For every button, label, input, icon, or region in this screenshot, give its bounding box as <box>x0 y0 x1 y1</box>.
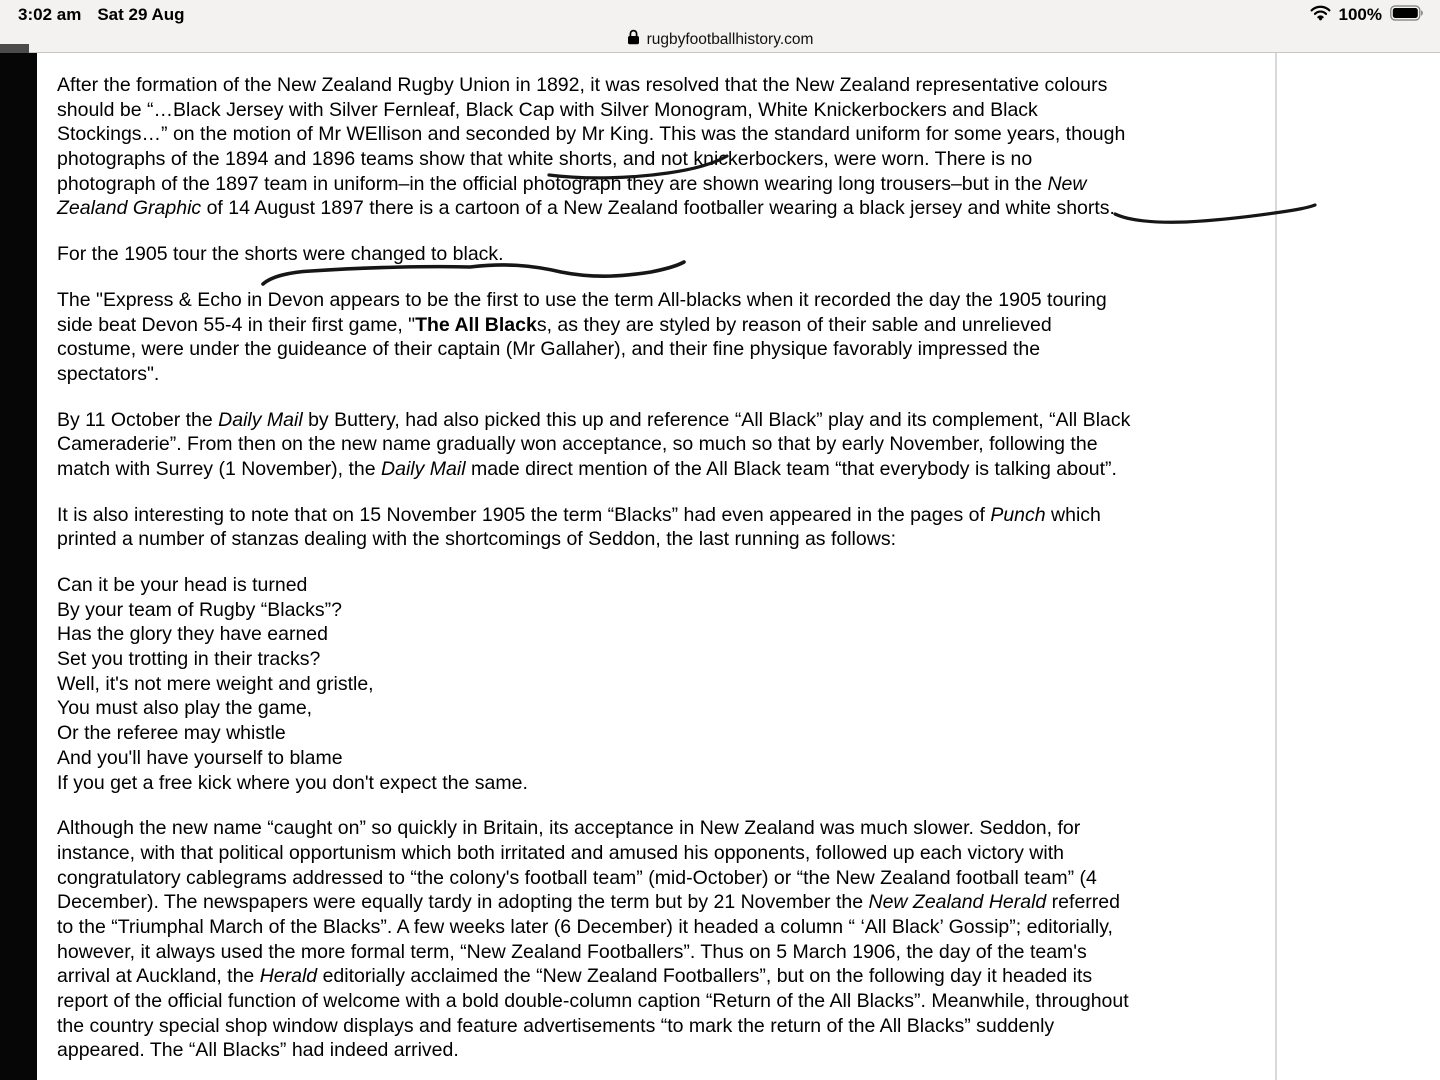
article-body <box>37 53 1275 1080</box>
text-line: match with Surrey (1 November), the Daily Mail made direct mention of the All Black team “that everybody is talking about”. <box>57 457 1117 480</box>
text-line: should be “…Black Jersey with Silver Fernleaf, Black Cap with Silver Monogram, White Knickerbockers and Black <box>57 98 1038 121</box>
paragraph <box>57 408 1265 482</box>
text-line: Cameraderie”. From then on the new name gradually won acceptance, so much so that by early November, following the <box>57 433 1098 456</box>
paragraph <box>57 288 1265 387</box>
poem-line: Has the glory they have earned <box>57 623 329 646</box>
poem-line: Well, it's not mere weight and gristle, <box>57 672 374 695</box>
status-time: 3:02 am <box>18 5 82 24</box>
poem-line: And you'll have yourself to blame <box>57 746 343 769</box>
text-line: photographs of the 1894 and 1896 teams show that white shorts, and not knickerbockers, were worn. There is no <box>57 148 1033 171</box>
address-domain: rugbyfootballhistory.com <box>646 30 814 48</box>
address-bar[interactable] <box>0 27 1440 52</box>
poem-line: Can it be your head is turned <box>57 574 308 596</box>
text-line: By 11 October the Daily Mail by Buttery, had also picked this up and reference “All Black” play and its complement, “All Black <box>57 408 1131 431</box>
text-line: however, it always used the more formal term, “New Zealand Footballers”. Thus on 5 March 1906, the day of the team's <box>57 940 1087 963</box>
status-bar <box>0 0 1440 28</box>
text-line: The "Express & Echo in Devon appears to be the first to use the term All-blacks when it recorded the day the 1905 touring <box>57 288 1107 311</box>
text-line: arrival at Auckland, the Herald editorially acclaimed the “New Zealand Footballers”, but on the following day it headed its <box>57 965 1093 988</box>
content-right-divider <box>1275 53 1277 1080</box>
page-left-black-margin <box>0 53 37 1080</box>
text-line: spectators". <box>57 362 160 385</box>
paragraph <box>57 73 1265 221</box>
poem-line: If you get a free kick where you don't expect the same. <box>57 771 528 794</box>
poem-stanza <box>57 573 1265 795</box>
paragraph <box>57 242 1265 267</box>
status-right <box>1310 5 1424 26</box>
poem-line: Or the referee may whistle <box>57 722 286 745</box>
text-line: After the formation of the New Zealand Rugby Union in 1892, it was resolved that the New Zealand representative colours <box>57 74 1108 96</box>
text-line: photograph of the 1897 team in uniform–in the official photograph they are shown wearing long trousers–but in the New <box>57 172 1087 195</box>
lock-icon <box>627 29 640 50</box>
poem-line: Set you trotting in their tracks? <box>57 648 321 671</box>
text-line: congratulatory cablegrams addressed to “the colony's football team” (mid-October) or “the New Zealand football team” (4 <box>57 866 1097 889</box>
poem-line: By your team of Rugby “Blacks”? <box>57 598 343 621</box>
wifi-icon <box>1310 5 1331 26</box>
text-line: the country special shop window displays and feature advertisements “to mark the return of the All Blacks” suddenly <box>57 1014 1055 1037</box>
text-line: appeared. The “All Blacks” had indeed arrived. <box>57 1039 459 1062</box>
text-line: Although the new name “caught on” so quickly in Britain, its acceptance in New Zealand was much slower. Seddon, for <box>57 817 1081 840</box>
paragraph <box>57 816 1265 1063</box>
text-line: printed a number of stanzas dealing with the shortcomings of Seddon, the last running as follows: <box>57 528 896 551</box>
poem-line: You must also play the game, <box>57 697 313 720</box>
battery-percent: 100% <box>1338 5 1382 24</box>
text-line: December). The newspapers were equally tardy in adopting the term but by 21 November the New Zealand Herald referred <box>57 891 1120 914</box>
text-line: report of the official function of welcome with a bold double-column caption “Return of the All Blacks”. Meanwhile, throughout <box>57 990 1129 1012</box>
page-edge-peek <box>0 44 29 53</box>
status-date: Sat 29 Aug <box>97 5 185 24</box>
text-line: instance, with that political opportunism which both irritated and amused his opponents, followed up each victory with <box>57 841 1064 864</box>
battery-icon <box>1390 5 1424 26</box>
browser-chrome <box>0 0 1440 53</box>
text-line: costume, were under the guideance of their captain (Mr Gallaher), and their fine physique favorably impressed the <box>57 338 1041 361</box>
text-line: to the “Triumphal March of the Blacks”. A few weeks later (6 December) it headed a column “ ‘All Black’ Gossip”; editorially, <box>57 915 1113 938</box>
text-line: Stockings…” on the motion of Mr WEllison and seconded by Mr King. This was the standard uniform for some years, though <box>57 123 1126 146</box>
text-line: Zealand Graphic of 14 August 1897 there is a cartoon of a New Zealand footballer wearing a black jersey and white shorts. <box>57 197 1115 220</box>
text-line: For the 1905 tour the shorts were changed to black. <box>57 243 504 266</box>
text-line: side beat Devon 55-4 in their first game, "The All Blacks, as they are styled by reason of their sable and unrelieved <box>57 313 1052 336</box>
status-left <box>18 5 185 25</box>
web-page-content <box>0 53 1440 1080</box>
paragraph <box>57 503 1265 552</box>
text-line: It is also interesting to note that on 15 November 1905 the term “Blacks” had even appeared in the pages of Punch which <box>57 503 1101 526</box>
